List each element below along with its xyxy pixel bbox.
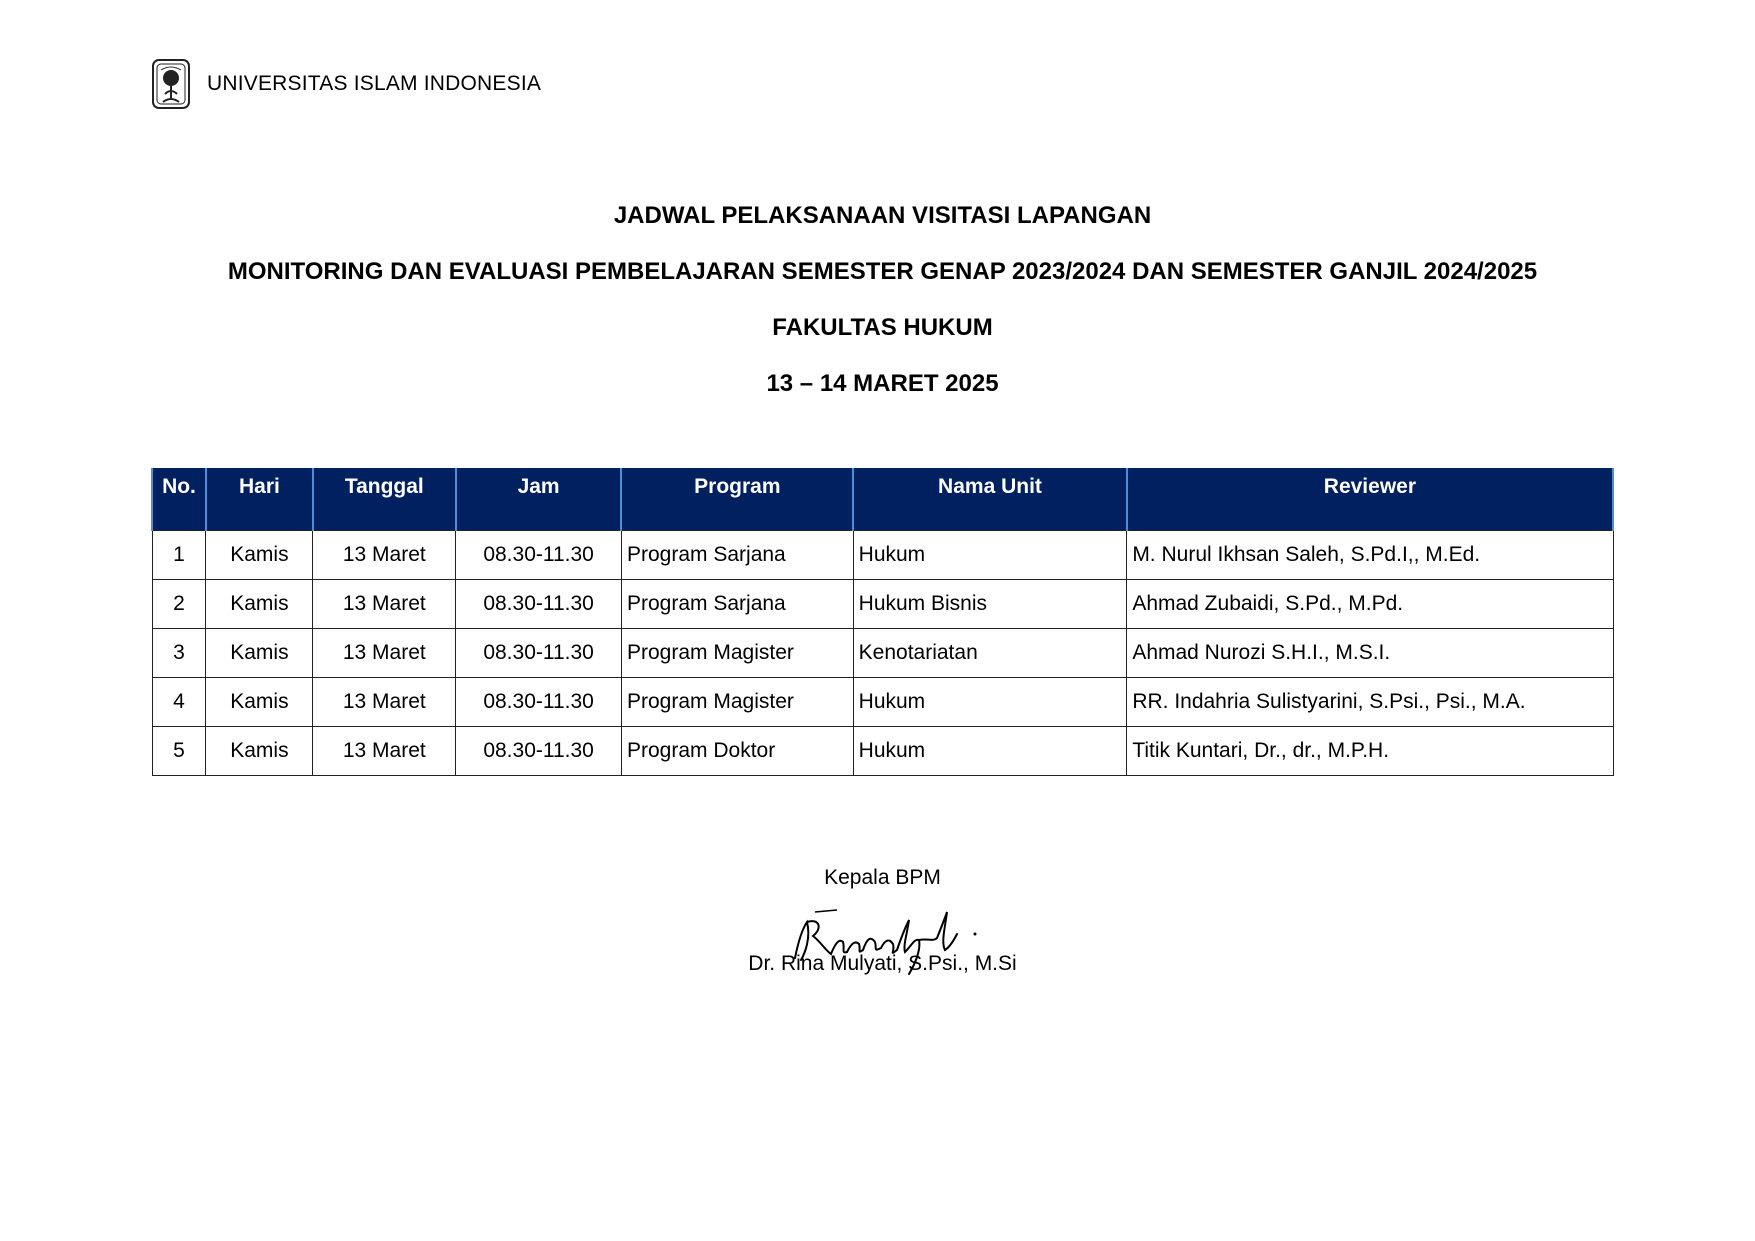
cell-reviewer: M. Nurul Ikhsan Saleh, S.Pd.I,, M.Ed. (1127, 531, 1613, 580)
table-row (152, 727, 1613, 776)
cell-nama-unit: Hukum (853, 531, 1127, 580)
cell-no: 4 (152, 678, 206, 727)
cell-hari: Kamis (206, 678, 313, 727)
document-titles (0, 196, 1755, 420)
table-row (152, 678, 1613, 727)
title-line-4: 13 – 14 MARET 2025 (766, 370, 999, 397)
col-header-no: No. (152, 469, 206, 531)
cell-hari: Kamis (206, 629, 313, 678)
cell-tanggal: 13 Maret (313, 727, 456, 776)
cell-jam: 08.30-11.30 (456, 727, 622, 776)
cell-program: Program Sarjana (621, 580, 853, 629)
page-header (151, 58, 541, 110)
cell-reviewer: Titik Kuntari, Dr., dr., M.P.H. (1127, 727, 1613, 776)
cell-nama-unit: Hukum Bisnis (853, 580, 1127, 629)
cell-jam: 08.30-11.30 (456, 580, 622, 629)
cell-no: 5 (152, 727, 206, 776)
cell-no: 1 (152, 531, 206, 580)
cell-reviewer: Ahmad Nurozi S.H.I., M.S.I. (1127, 629, 1613, 678)
cell-tanggal: 13 Maret (313, 531, 456, 580)
cell-reviewer: RR. Indahria Sulistyarini, S.Psi., Psi., M.A. (1127, 678, 1613, 727)
cell-program: Program Sarjana (621, 531, 853, 580)
cell-jam: 08.30-11.30 (456, 531, 622, 580)
table-row (152, 629, 1613, 678)
cell-tanggal: 13 Maret (313, 629, 456, 678)
cell-tanggal: 13 Maret (313, 580, 456, 629)
table-header-row (152, 469, 1613, 531)
table-row (152, 580, 1613, 629)
signatory-name: Dr. Rina Mulyati, S.Psi., M.Si (748, 952, 1017, 975)
cell-nama-unit: Hukum (853, 727, 1127, 776)
cell-jam: 08.30-11.30 (456, 629, 622, 678)
cell-jam: 08.30-11.30 (456, 678, 622, 727)
col-header-nama-unit: Nama Unit (853, 469, 1127, 531)
cell-program: Program Magister (621, 629, 853, 678)
col-header-reviewer: Reviewer (1127, 469, 1613, 531)
cell-program: Program Magister (621, 678, 853, 727)
title-line-2: MONITORING DAN EVALUASI PEMBELAJARAN SEMESTER GENAP 2023/2024 DAN SEMESTER GANJIL 2024/2025 (227, 258, 1538, 285)
col-header-program: Program (621, 469, 853, 531)
col-header-jam: Jam (456, 469, 622, 531)
cell-hari: Kamis (206, 531, 313, 580)
cell-nama-unit: Kenotariatan (853, 629, 1127, 678)
cell-hari: Kamis (206, 580, 313, 629)
cell-no: 3 (152, 629, 206, 678)
signatory-title: Kepala BPM (824, 866, 941, 889)
schedule-table (151, 468, 1614, 776)
cell-nama-unit: Hukum (853, 678, 1127, 727)
university-seal-icon (151, 58, 191, 110)
cell-program: Program Doktor (621, 727, 853, 776)
cell-hari: Kamis (206, 727, 313, 776)
col-header-hari: Hari (206, 469, 313, 531)
table-row (152, 531, 1613, 580)
university-name: UNIVERSITAS ISLAM INDONESIA (207, 72, 542, 95)
title-line-1: JADWAL PELAKSANAAN VISITASI LAPANGAN (613, 202, 1152, 229)
col-header-tanggal: Tanggal (313, 469, 456, 531)
title-line-3: FAKULTAS HUKUM (772, 314, 993, 341)
cell-no: 2 (152, 580, 206, 629)
cell-tanggal: 13 Maret (313, 678, 456, 727)
cell-reviewer: Ahmad Zubaidi, S.Pd., M.Pd. (1127, 580, 1613, 629)
